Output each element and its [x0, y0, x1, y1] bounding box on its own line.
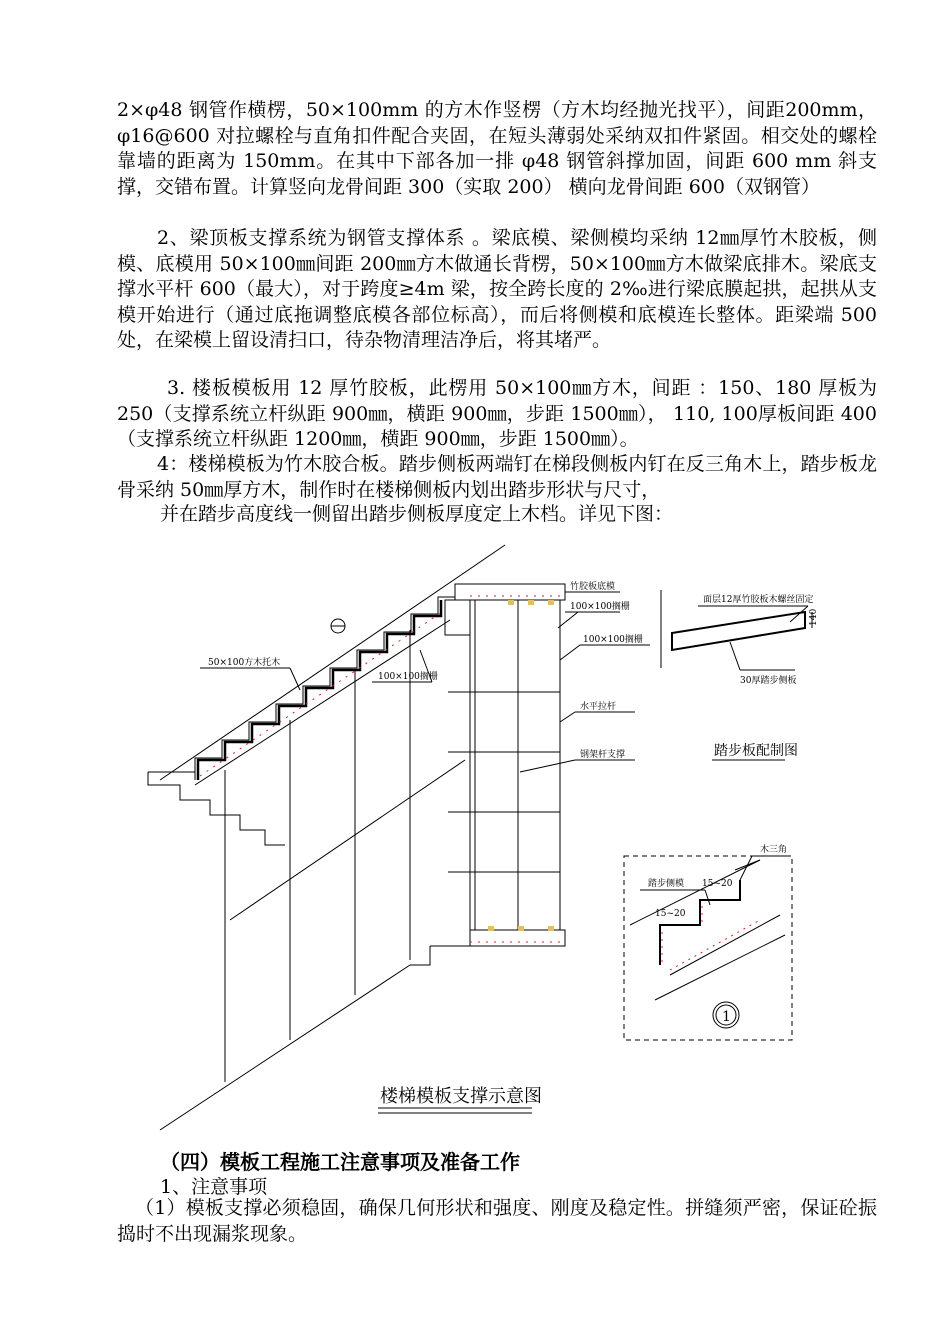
detail-number: 1	[722, 1009, 731, 1025]
label-tread-fix: 面层12厚竹胶板木螺丝固定	[703, 595, 814, 605]
label-tread-side: 30厚踏步侧板	[740, 676, 797, 686]
paragraph-stair-formwork: 4：楼梯模板为竹木胶合板。踏步侧板两端钉在梯段侧板内钉在反三角木上，踏步板龙骨采纳 50㎜厚方木，制作时在楼梯侧板内划出踏步形状与尺寸，	[117, 453, 877, 501]
label-gap-b: 15~20	[655, 909, 686, 919]
stair-slope-bottom	[195, 620, 450, 785]
label-timber-support: 50×100方木托木	[208, 658, 281, 668]
label-steel-support: 钢架杆支撑	[580, 750, 626, 760]
label-joist-2: 100×100搁栅	[583, 635, 643, 645]
label-step-side: 踏步侧模	[648, 879, 685, 889]
tread-caption: 踏步板配制图	[714, 743, 798, 759]
label-bamboo-formwork: 竹胶板底模	[570, 582, 616, 592]
paragraph-notes-1: （1）模板支撑必须稳固，确保几何形状和强度、刚度及稳定性。拼缝须严密，保证砼振捣时不出现漏浆现象。	[117, 1197, 877, 1245]
paragraph-slab-formwork: 3. 楼板模板用 12 厚竹胶板，此楞用 50×100㎜方木，间距 ：150、180 厚板为 250（支撑系统立杆纵距 900㎜，横距 900㎜，步距 1500㎜）， 110, 100厚板间距 400（支撑系统立杆纵距 1200㎜，横距 900㎜，步距 1500㎜）。	[117, 377, 877, 450]
paragraph-wall-formwork: 2×φ48 钢管作横楞，50×100mm 的方木作竖楞（方木均经抛光找平），间距200mm，φ16@600 对拉螺栓与直角扣件配合夹固，在短头薄弱处采纳双扣件紧固。相交处的螺栓靠墙的距离为 150mm。在其中下部各加一排 φ48 钢管斜撑加固，间距 600 mm 斜支撑，交错布置。计算竖向龙骨间距 300（实取 200） 横向龙骨间距 600（双钢管）	[117, 99, 877, 198]
label-dim-140: 140	[809, 608, 819, 626]
paragraph-stair-formwork-cont: 并在踏步高度线一侧留出踏步侧板厚度定上木档。详见下图：	[160, 503, 674, 525]
subsection-heading: 1、注意事项	[160, 1176, 268, 1198]
label-horizontal-bar: 水平拉杆	[580, 702, 617, 712]
label-gap-a: 15~20	[702, 879, 733, 889]
main-diagram-caption: 楼梯模板支撑示意图	[380, 1086, 542, 1107]
label-joist-1: 100×100搁栅	[570, 602, 630, 612]
label-joist-3: 100×100搁栅	[378, 672, 438, 682]
paragraph-beam-support: 2、梁顶板支撑系统为钢管支撑体系 。梁底模、梁侧模均采纳 12㎜厚竹木胶板，侧模、底模用 50×100㎜间距 200㎜方木做通长背楞，50×100㎜方木做梁底排木。梁底支撑水平杆 600（最大），对于跨度≥4m 梁，按全跨长度的 2‰进行梁底膜起拱，起拱从支模开始进行（通过底拖调整底模各部位标高），而后将侧模和底模连长整体。距梁端 500 处，在梁模上留设清扫口，待杂物清理洁净后，将其堵严。	[117, 227, 877, 351]
section-heading: （四）模板工程施工注意事项及准备工作	[160, 1150, 520, 1174]
label-wood-triangle: 木三角	[760, 845, 788, 855]
